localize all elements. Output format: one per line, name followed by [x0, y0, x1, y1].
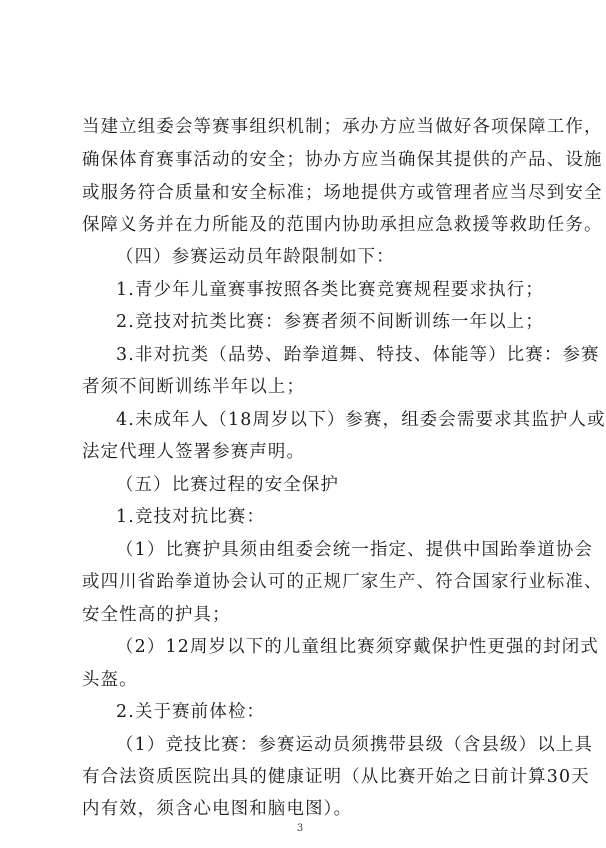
sub-item: （1）比赛护具须由组委会统一指定、提供中国跆拳道协会: [116, 540, 594, 560]
sub-item-continuation: 有合法资质医院出具的健康证明（从比赛开始之日前计算30天: [82, 767, 590, 787]
paragraph-line: 或服务符合质量和安全标准；场地提供方或管理者应当尽到安全: [82, 183, 603, 203]
sub-item-continuation: 头盔。: [82, 670, 138, 690]
list-item-continuation: 法定代理人签署参赛声明。: [82, 442, 306, 462]
paragraph-line: 确保体育赛事活动的安全；协办方应当确保其提供的产品、设施: [82, 150, 603, 170]
list-item: 1.竞技对抗比赛：: [116, 507, 266, 527]
section-heading: （五）比赛过程的安全保护: [116, 475, 340, 495]
list-item: 2.关于赛前体检：: [116, 702, 266, 722]
list-item: 2.竞技对抗类比赛：参赛者须不间断训练一年以上；: [116, 312, 544, 332]
sub-item-continuation: 内有效，须含心电图和脑电图）。: [82, 799, 353, 819]
sub-item: （1）竞技比赛：参赛运动员须携带县级（含县级）以上具: [116, 735, 594, 755]
sub-item: （2）12周岁以下的儿童组比赛须穿戴保护性更强的封闭式: [116, 637, 599, 657]
sub-item-continuation: 安全性高的护具；: [82, 605, 231, 625]
paragraph-line: 保障义务并在力所能及的范围内协助承担应急救援等救助任务。: [82, 215, 603, 235]
list-item: 1.青少年儿童赛事按照各类比赛竞赛规程要求执行；: [116, 280, 544, 300]
list-item: 3.非对抗类（品势、跆拳道舞、特技、体能等）比赛：参赛: [116, 345, 600, 365]
section-heading: （四）参赛运动员年龄限制如下：: [116, 247, 395, 267]
list-item: 4.未成年人（18周岁以下）参赛，组委会需要求其监护人或: [116, 410, 606, 430]
page-number: 3: [296, 823, 304, 834]
paragraph-line: 当建立组委会等赛事组织机制；承办方应当做好各项保障工作，: [82, 117, 603, 137]
list-item-continuation: 者须不间断训练半年以上；: [82, 377, 306, 397]
sub-item-continuation: 或四川省跆拳道协会认可的正规厂家生产、符合国家行业标准、: [82, 572, 603, 592]
